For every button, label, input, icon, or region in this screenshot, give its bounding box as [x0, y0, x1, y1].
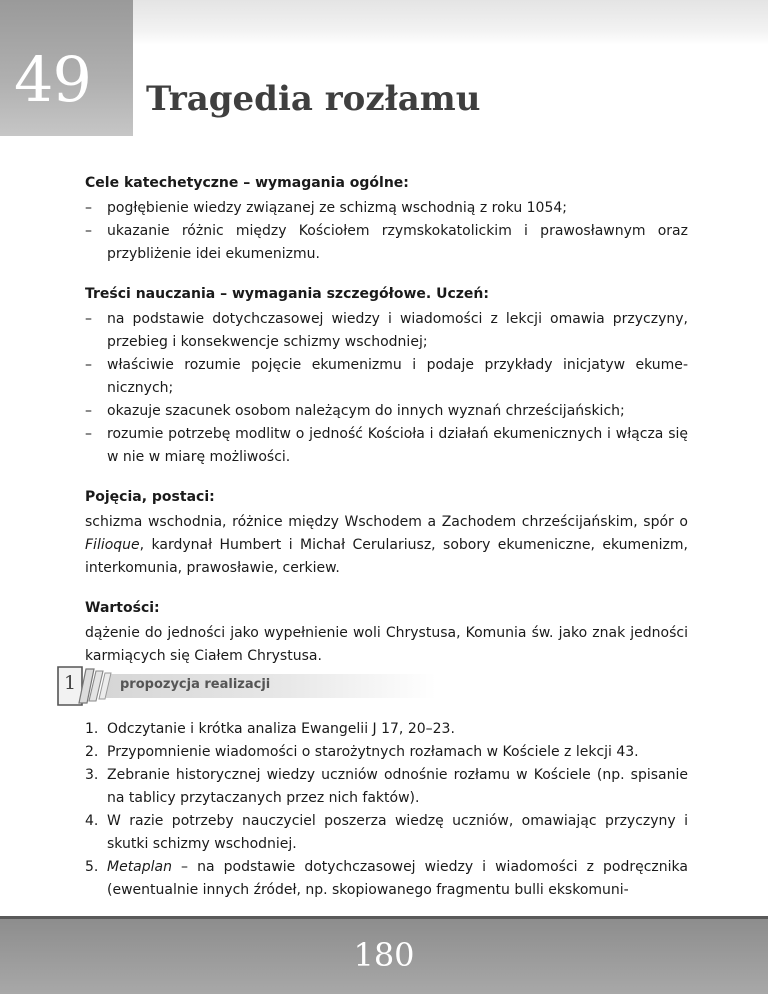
- section-heading: Wartości:: [85, 600, 160, 616]
- chapter-title: Tragedia rozłamu: [146, 79, 481, 119]
- list-item: – właściwie rozumie pojęcie ekumenizmu i podaje przykłady inicjatyw ekumenicznych;: [85, 354, 688, 400]
- chapter-number: 49: [14, 43, 91, 116]
- pojecia-text-em: Filioque: [85, 537, 140, 553]
- list-item: [85, 764, 688, 810]
- list-item: [85, 741, 688, 764]
- wartosci-text: dążenie do jedności jako wypełnienie woli Chrystusa, Komunia św. jako znak jedności karmiących się Ciałem Chrystusa.: [85, 625, 688, 664]
- chapter-number-box: [0, 0, 133, 136]
- list-item-text: W razie potrzeby nauczyciel poszerza wiedzę uczniów, omawiając przyczyny i skutki schizmy wschodniej.: [107, 813, 688, 852]
- realizacja-label: propozycja realizacji: [120, 677, 271, 692]
- page-number: 180: [353, 936, 415, 974]
- list-item: [85, 810, 688, 856]
- list-marker: 4.: [85, 813, 99, 829]
- list-item: – pogłębienie wiedzy związanej ze schizmą wschodnią z roku 1054;: [85, 197, 688, 220]
- dash-list: [85, 308, 688, 469]
- list-item: – okazuje szacunek osobom należącym do innych wyznań chrześcijańskich;: [85, 400, 688, 423]
- list-marker: 2.: [85, 744, 99, 760]
- list-item-text: Zebranie historycznej wiedzy uczniów odnośnie rozłamu w Kościele (np. spisanie na tablicy przytaczanych przez nich faktów).: [107, 767, 688, 806]
- section-heading: Pojęcia, postaci:: [85, 489, 215, 505]
- section-heading: Treści nauczania – wymagania szczegółowe. Uczeń:: [85, 286, 489, 302]
- list-item-text: Przypomnienie wiadomości o starożytnych rozłamach w Kościele z lekcji 43.: [107, 744, 639, 760]
- pojecia-text: [85, 511, 688, 580]
- pojecia-text-after: , kardynał Humbert i Michał Cerulariusz, sobory ekumeniczne, ekumenizm, interkomunia, prawosławie, cerkiew.: [85, 537, 688, 576]
- list-item: [85, 856, 688, 902]
- list-item: [85, 718, 688, 741]
- section-tresci: [85, 283, 688, 469]
- realizacja-header: [56, 665, 692, 707]
- list-item-em: Metaplan: [107, 859, 172, 875]
- section-cele: [85, 172, 688, 266]
- list-item: – rozumie potrzebę modlitw o jedność Kościoła i działań ekumenicznych i włącza się w nie w miarę możliwości.: [85, 423, 688, 469]
- dash-list: [85, 197, 688, 266]
- section-heading: Cele katechetyczne – wymagania ogólne:: [85, 175, 409, 191]
- list-marker: 1.: [85, 721, 99, 737]
- list-marker: 5.: [85, 859, 99, 875]
- list-item: – na podstawie dotychczasowej wiedzy i wiadomości z lekcji omawia przyczyny, przebieg i konsekwencje schizmy wschodniej;: [85, 308, 688, 354]
- list-marker: 3.: [85, 767, 99, 783]
- footer-divider: [0, 916, 768, 919]
- numbered-list: [85, 718, 688, 902]
- pojecia-text-before: schizma wschodnia, różnice między Wschodem a Zachodem chrześcijańskim, spór o: [85, 514, 688, 530]
- realizacja-number: 1: [63, 672, 77, 694]
- list-item-text: – na podstawie dotychczasowej wiedzy i wiadomości z podręcznika (ewentualnie innych źródeł, np. skopiowanego fragmentu bulli ekskomuni-: [107, 859, 688, 898]
- list-item: – ukazanie różnic między Kościołem rzymskokatolickim i prawosławnym oraz przybliżenie idei ekumenizmu.: [85, 220, 688, 266]
- section-wartosci: [85, 597, 688, 668]
- content-body: [85, 172, 688, 685]
- list-item-text: Odczytanie i krótka analiza Ewangelii J 17, 20–23.: [107, 721, 455, 737]
- section-pojecia: [85, 486, 688, 580]
